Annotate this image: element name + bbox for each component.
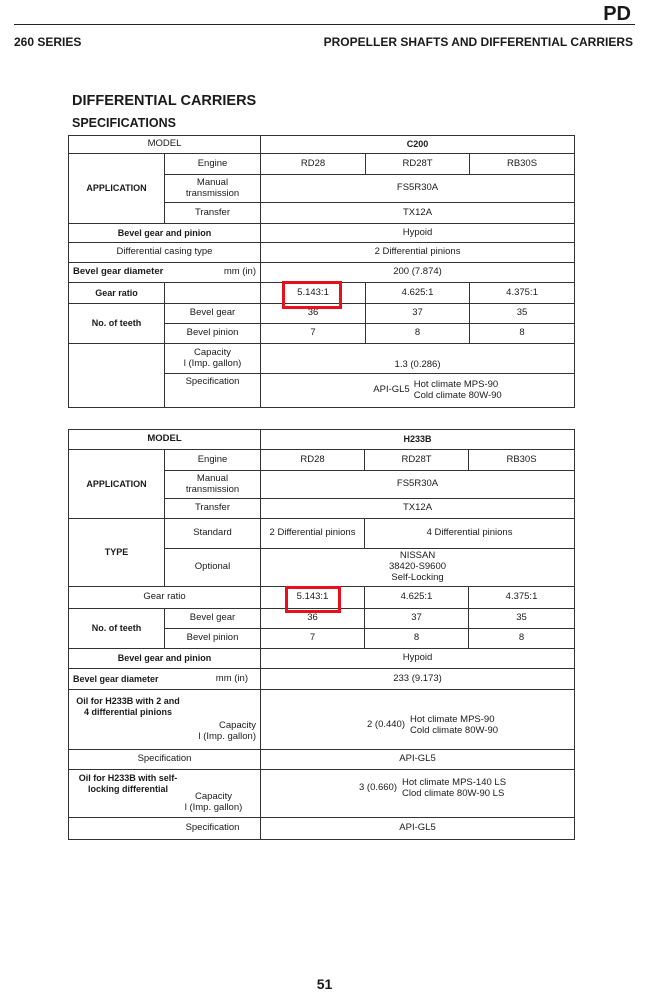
model-value: C200 bbox=[261, 136, 575, 154]
cold-climate-oil: Cold climate 80W-90 bbox=[410, 724, 499, 736]
optional-value: NISSAN 38420-S9600 Self-Locking bbox=[261, 549, 575, 587]
capacity-value: 3 (0.660) bbox=[358, 782, 398, 794]
bevel-gear-pinion-value: Hypoid bbox=[261, 649, 575, 669]
bevel-pinion-value: 8 bbox=[470, 324, 575, 344]
engine-label: Engine bbox=[165, 450, 261, 471]
hot-climate-oil: Hot climate MPS-90 bbox=[413, 378, 499, 390]
bevel-gear-diameter-value: 200 (7.874) bbox=[261, 263, 575, 283]
oil-pinions-label: Oil for H233B with 2 and 4 differential pinions bbox=[76, 696, 180, 717]
header-rule bbox=[14, 24, 635, 25]
standard-value: 2 Differential pinions bbox=[261, 519, 365, 549]
transfer-label: Transfer bbox=[165, 499, 261, 519]
series-label: 260 SERIES bbox=[14, 35, 82, 49]
unit-label: mm (in) bbox=[215, 672, 248, 684]
bevel-pinion-value: 8 bbox=[469, 629, 575, 649]
bevel-pinion-value: 7 bbox=[261, 629, 365, 649]
oil-grade: API-GL5 bbox=[373, 384, 410, 396]
capacity-label: Capacity l (Imp. gallon) bbox=[184, 790, 243, 813]
teeth-count-label: No. of teeth bbox=[69, 304, 165, 344]
bevel-pinion-label: Bevel pinion bbox=[165, 629, 261, 649]
unit-label: mm (in) bbox=[223, 266, 257, 278]
model-label: MODEL bbox=[69, 430, 261, 450]
bevel-gear-value: 35 bbox=[469, 609, 575, 629]
capacity-label: Capacity l (Imp. gallon) bbox=[165, 344, 261, 374]
oil-self-locking-label: Oil for H233B with self-locking differential bbox=[78, 773, 178, 794]
transfer-label: Transfer bbox=[165, 203, 261, 224]
transfer-value: TX12A bbox=[261, 499, 575, 519]
page-number: 51 bbox=[316, 976, 333, 992]
hot-climate-oil: Hot climate MPS-140 LS bbox=[402, 776, 507, 788]
application-label: APPLICATION bbox=[69, 450, 165, 519]
section-code: PD bbox=[603, 3, 631, 25]
highlight-box bbox=[285, 586, 341, 613]
section-subtitle: SPECIFICATIONS bbox=[72, 116, 176, 130]
model-value: H233B bbox=[261, 430, 575, 450]
bevel-gear-diameter-value: 233 (9.173) bbox=[261, 669, 575, 690]
bevel-gear-value: 36 bbox=[261, 304, 366, 324]
standard-label: Standard bbox=[165, 519, 261, 549]
cold-climate-oil: Cold climate 80W-90 bbox=[413, 389, 502, 401]
specification-label: Specification bbox=[165, 374, 261, 408]
specification-label: Specification bbox=[69, 750, 261, 770]
bevel-gear-value: 37 bbox=[365, 609, 469, 629]
type-label: TYPE bbox=[69, 519, 165, 587]
bevel-pinion-value: 8 bbox=[365, 629, 469, 649]
bevel-gear-value: 36 bbox=[261, 609, 365, 629]
bevel-pinion-value: 8 bbox=[366, 324, 470, 344]
capacity-value: 1.3 (0.286) bbox=[261, 344, 575, 374]
bevel-gear-value: 35 bbox=[470, 304, 575, 324]
bevel-gear-pinion-value: Hypoid bbox=[261, 224, 575, 243]
teeth-count-label: No. of teeth bbox=[69, 609, 165, 649]
h233b-spec-table bbox=[68, 429, 575, 840]
engine-value: RB30S bbox=[469, 450, 575, 471]
specification-value: API-GL5 bbox=[261, 750, 575, 770]
specification-label: Specification bbox=[69, 818, 261, 840]
bevel-gear-label: Bevel gear bbox=[165, 609, 261, 629]
bevel-pinion-label: Bevel pinion bbox=[165, 324, 261, 344]
engine-value: RD28T bbox=[365, 450, 469, 471]
manual-transmission-value: FS5R30A bbox=[261, 175, 575, 203]
bevel-gear-pinion-label: Bevel gear and pinion bbox=[69, 649, 261, 669]
gear-ratio-value: 4.375:1 bbox=[470, 283, 575, 304]
engine-value: RD28T bbox=[366, 154, 470, 175]
capacity-label: Capacity l (Imp. gallon) bbox=[198, 719, 256, 742]
model-label: MODEL bbox=[69, 136, 261, 154]
optional-label: Optional bbox=[165, 549, 261, 587]
specification-value: API-GL5 bbox=[261, 818, 575, 840]
gear-ratio-value: 4.625:1 bbox=[365, 587, 469, 609]
c200-spec-table bbox=[68, 135, 575, 408]
chapter-title: PROPELLER SHAFTS AND DIFFERENTIAL CARRIERS bbox=[323, 35, 633, 49]
engine-value: RD28 bbox=[261, 450, 365, 471]
gear-ratio-value: 5.143:1 bbox=[261, 283, 366, 304]
gear-ratio-label: Gear ratio bbox=[69, 587, 261, 609]
gear-ratio-value: 5.143:1 bbox=[261, 587, 365, 609]
bevel-gear-pinion-label: Bevel gear and pinion bbox=[69, 224, 261, 243]
engine-value: RB30S bbox=[470, 154, 575, 175]
standard-value: 4 Differential pinions bbox=[365, 519, 575, 549]
bevel-gear-diameter-label: Bevel gear diameter bbox=[73, 266, 164, 278]
casing-type-label: Differential casing type bbox=[69, 243, 261, 263]
gear-ratio-value: 4.625:1 bbox=[366, 283, 470, 304]
highlight-box bbox=[282, 281, 342, 309]
section-title: DIFFERENTIAL CARRIERS bbox=[72, 93, 257, 109]
manual-transmission-value: FS5R30A bbox=[261, 471, 575, 499]
application-label: APPLICATION bbox=[69, 154, 165, 224]
engine-label: Engine bbox=[165, 154, 261, 175]
manual-transmission-label: Manual transmission bbox=[165, 471, 261, 499]
transfer-value: TX12A bbox=[261, 203, 575, 224]
hot-climate-oil: Hot climate MPS-90 bbox=[410, 713, 495, 725]
bevel-pinion-value: 7 bbox=[261, 324, 366, 344]
bevel-gear-label: Bevel gear bbox=[165, 304, 261, 324]
bevel-gear-diameter-label: Bevel gear diameter bbox=[73, 673, 159, 684]
casing-type-value: 2 Differential pinions bbox=[261, 243, 575, 263]
bevel-gear-value: 37 bbox=[366, 304, 470, 324]
engine-value: RD28 bbox=[261, 154, 366, 175]
cold-climate-oil: Clod climate 80W-90 LS bbox=[402, 787, 505, 799]
gear-ratio-value: 4.375:1 bbox=[469, 587, 575, 609]
manual-transmission-label: Manual transmission bbox=[165, 175, 261, 203]
gear-ratio-label: Gear ratio bbox=[69, 283, 165, 304]
capacity-value: 2 (0.440) bbox=[366, 719, 406, 731]
